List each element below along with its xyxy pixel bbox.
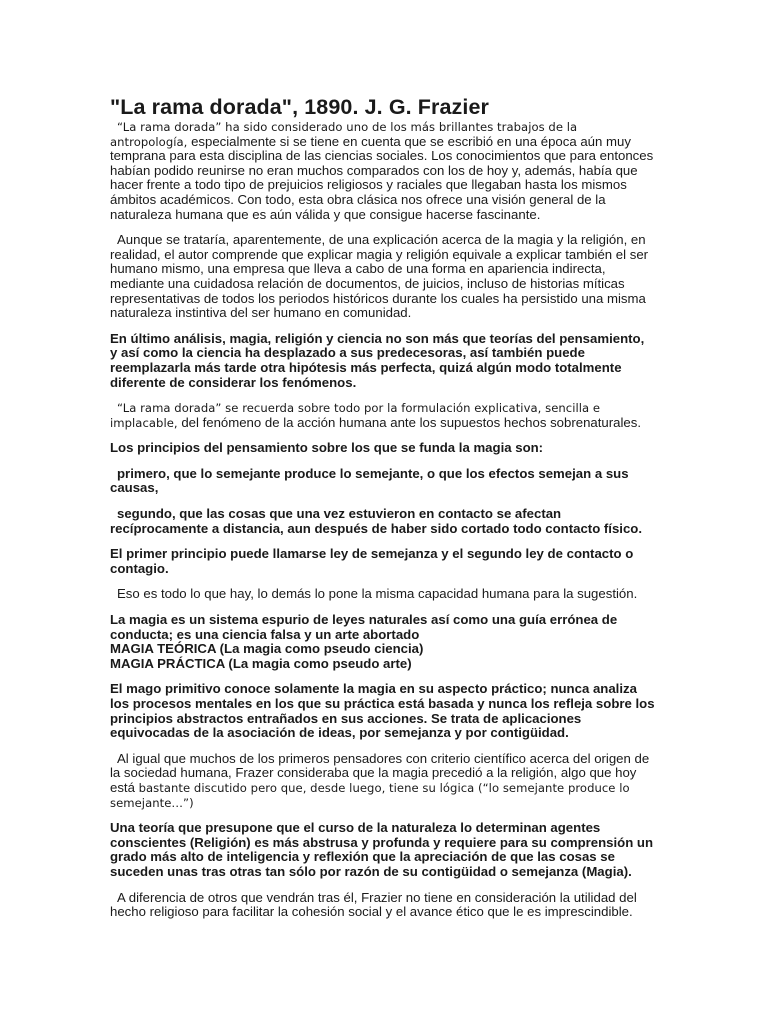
paragraph-formulation-lead: “La rama dorada” se recuerda sobre todo por la formulación explicativa, sencilla e implacable, (110, 401, 601, 430)
paragraph-first-principle-text: primero, que lo semejante produce lo semejante, o que los efectos semejan a sus causas, (110, 465, 629, 496)
paragraph-intro-rest: especialmente si se tiene en cuenta que se escribió en una época aún muy temprana para esta disciplina de las ciencias sociales. Los conocimientos que para entonces habían podido reunirse no eran muchos comparados con los de hoy y, además, había que hacer frente a todo tipo de prejuicios religiosos y raciales que llegaban hasta los mismos ámbitos académicos. Con todo, esta obra clásica nos ofrece una visión general de la naturaleza humana que es aún válida y que consigue hacerse fascinante. (110, 133, 654, 222)
document-title: "La rama dorada", 1890. J. G. Frazier (110, 95, 490, 119)
magic-theory-line: MAGIA TEÓRICA (La magia como pseudo ciencia) (110, 641, 424, 657)
paragraph-principles-heading: Los principios del pensamiento sobre los que se funda la magia son: (110, 440, 544, 456)
paragraph-magic-system (110, 613, 655, 671)
paragraph-primitive-magician: El mago primitivo conoce solamente la magia en su aspecto práctico; nunca analiza los procesos mentales en los que su práctica está basada y nunca los refleja sobre los principios abstractos entrañados en sus acciones. Se trata de aplicaciones equivocadas de la asociación de ideas, por semejanza y por contigüidad. (110, 681, 655, 741)
paragraph-frazer-rest: bastante discutido pero que, desde luego, tiene su lógica (“lo semejante produce lo semejante…”) (110, 780, 630, 810)
paragraph-second-principle (110, 507, 655, 536)
magic-system-definition: La magia es un sistema espurio de leyes naturales así como una guía errónea de conducta; es una ciencia falsa y un arte abortado (110, 612, 618, 642)
paragraph-intro-lead: “La rama dorada” ha sido considerado uno de los más brillantes trabajos de la antropología, (110, 120, 578, 149)
paragraph-explanation-text: Aunque se trataría, aparentemente, de una explicación acerca de la magia y la religión, en realidad, el autor comprende que explicar magia y religión equivale a explicar también el ser humano mismo, una empresa que lleva a cabo de una forma en apariencia indirecta, mediante una cuidadosa relación de documentos, de juicios, incluso de historias míticas representativas de todos los periodos históricos durante los cuales ha persistido una misma naturaleza instintiva del ser humano en comunidad. (110, 232, 649, 321)
magic-practice-line: MAGIA PRÁCTICA (La magia como pseudo arte) (110, 655, 412, 671)
paragraph-frazer-magic-religion (110, 752, 655, 810)
paragraph-laws: El primer principio puede llamarse ley de semejanza y el segundo ley de contacto o contagio. (110, 546, 634, 576)
paragraph-formulation-rest: del fenómeno de la acción humana ante los supuestos hechos sobrenaturales. (181, 414, 641, 430)
paragraph-theories: En último análisis, magia, religión y ciencia no son más que teorías del pensamiento, y así como la ciencia ha desplazado a sus predecesoras, así también puede reemplazarla más tarde otra hipótesis más perfecta, quizá algún modo totalmente diferente de considerar los fenómenos. (110, 330, 645, 390)
paragraph-second-principle-text: segundo, que las cosas que una vez estuvieron en contacto se afectan recíprocamente a distancia, aun después de haber sido cortado todo contacto físico. (110, 506, 643, 536)
paragraph-conclusion (110, 891, 655, 920)
document-page (110, 95, 655, 920)
paragraph-suggestion-text: Eso es todo lo que hay, lo demás lo pone la misma capacidad humana para la sugestión. (117, 586, 638, 602)
paragraph-suggestion (110, 587, 655, 602)
paragraph-intro (110, 120, 655, 222)
paragraph-conclusion-text: A diferencia de otros que vendrán tras él, Frazier no tiene en consideración la utilidad del hecho religioso para facilitar la cohesión social y el avance ético que le es imprescindible. (110, 889, 637, 920)
paragraph-formulation (110, 401, 655, 430)
paragraph-religion-theory: Una teoría que presupone que el curso de la naturaleza lo determinan agentes conscientes (Religión) es más abstrusa y profunda y requiere para su comprensión un grado más alto de inteligencia y reflexión que la apreciación de que las cosas se suceden unas tras otras tan sólo por razón de su contigüidad o semejanza (Magia). (110, 820, 654, 879)
paragraph-first-principle (110, 467, 655, 496)
paragraph-frazer-lead: Al igual que muchos de los primeros pensadores con criterio científico acerca del origen de la sociedad humana, Frazer consideraba que la magia precedió a la religión, algo que hoy está (110, 750, 650, 795)
paragraph-explanation (110, 233, 655, 321)
